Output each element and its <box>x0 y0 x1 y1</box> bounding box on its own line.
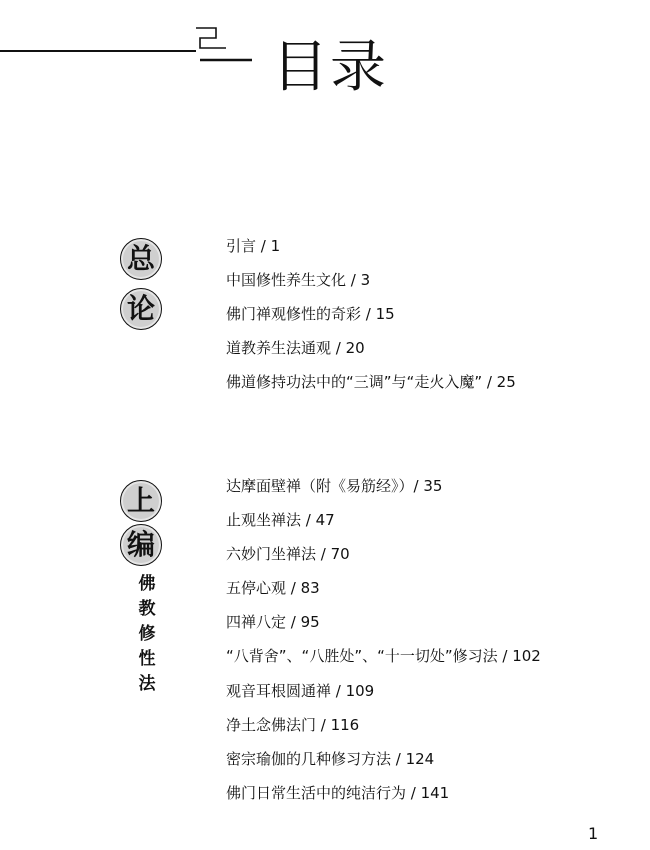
section-badge-part1-2: 编 <box>120 524 162 566</box>
toc-entry[interactable]: 六妙门坐禅法 / 70 <box>226 545 350 564</box>
toc-entry[interactable]: 净土念佛法门 / 116 <box>226 715 360 734</box>
toc-entry[interactable]: 中国修性养生文化 / 3 <box>226 271 371 290</box>
toc-entry[interactable]: “八背舍”、“八胜处”、“十一切处”修习法 / 102 <box>226 647 541 666</box>
toc-entry[interactable]: 观音耳根圆通禅 / 109 <box>226 681 375 700</box>
toc-entry[interactable]: 佛门日常生活中的纯洁行为 / 141 <box>226 783 450 802</box>
section-badge-general-1: 总 <box>120 238 162 280</box>
section-subtitle-part1 <box>137 572 157 697</box>
title-ornament <box>190 24 260 70</box>
toc-entry[interactable]: 止观坐禅法 / 47 <box>226 511 335 530</box>
section-subtitle-char: 性 <box>138 649 156 669</box>
toc-list-part1 <box>226 476 541 817</box>
section-subtitle-char: 修 <box>138 624 156 644</box>
section-subtitle-char: 法 <box>138 674 156 694</box>
toc-entry[interactable]: 佛道修持功法中的“三调”与“走火入魔” / 25 <box>226 373 516 392</box>
section-badge-part1-1: 上 <box>120 480 162 522</box>
page-title: 目录 <box>272 35 388 100</box>
page-number: 1 <box>588 824 599 843</box>
toc-entry[interactable]: 佛门禅观修性的奇彩 / 15 <box>226 305 395 324</box>
toc-entry[interactable]: 道教养生法通观 / 20 <box>226 339 365 358</box>
toc-entry[interactable]: 达摩面壁禅（附《易筋经》）/ 35 <box>226 477 443 495</box>
toc-entry[interactable]: 五停心观 / 83 <box>226 579 320 598</box>
section-subtitle-char: 教 <box>138 599 156 619</box>
section-badge-general-2: 论 <box>120 288 162 330</box>
toc-entry[interactable]: 密宗瑜伽的几种修习方法 / 124 <box>226 749 435 768</box>
section-subtitle-char: 佛 <box>138 574 156 594</box>
toc-entry[interactable]: 四禅八定 / 95 <box>226 613 320 632</box>
toc-entry[interactable]: 引言 / 1 <box>226 237 281 255</box>
toc-list-general <box>226 236 516 406</box>
title-rule <box>0 50 196 52</box>
